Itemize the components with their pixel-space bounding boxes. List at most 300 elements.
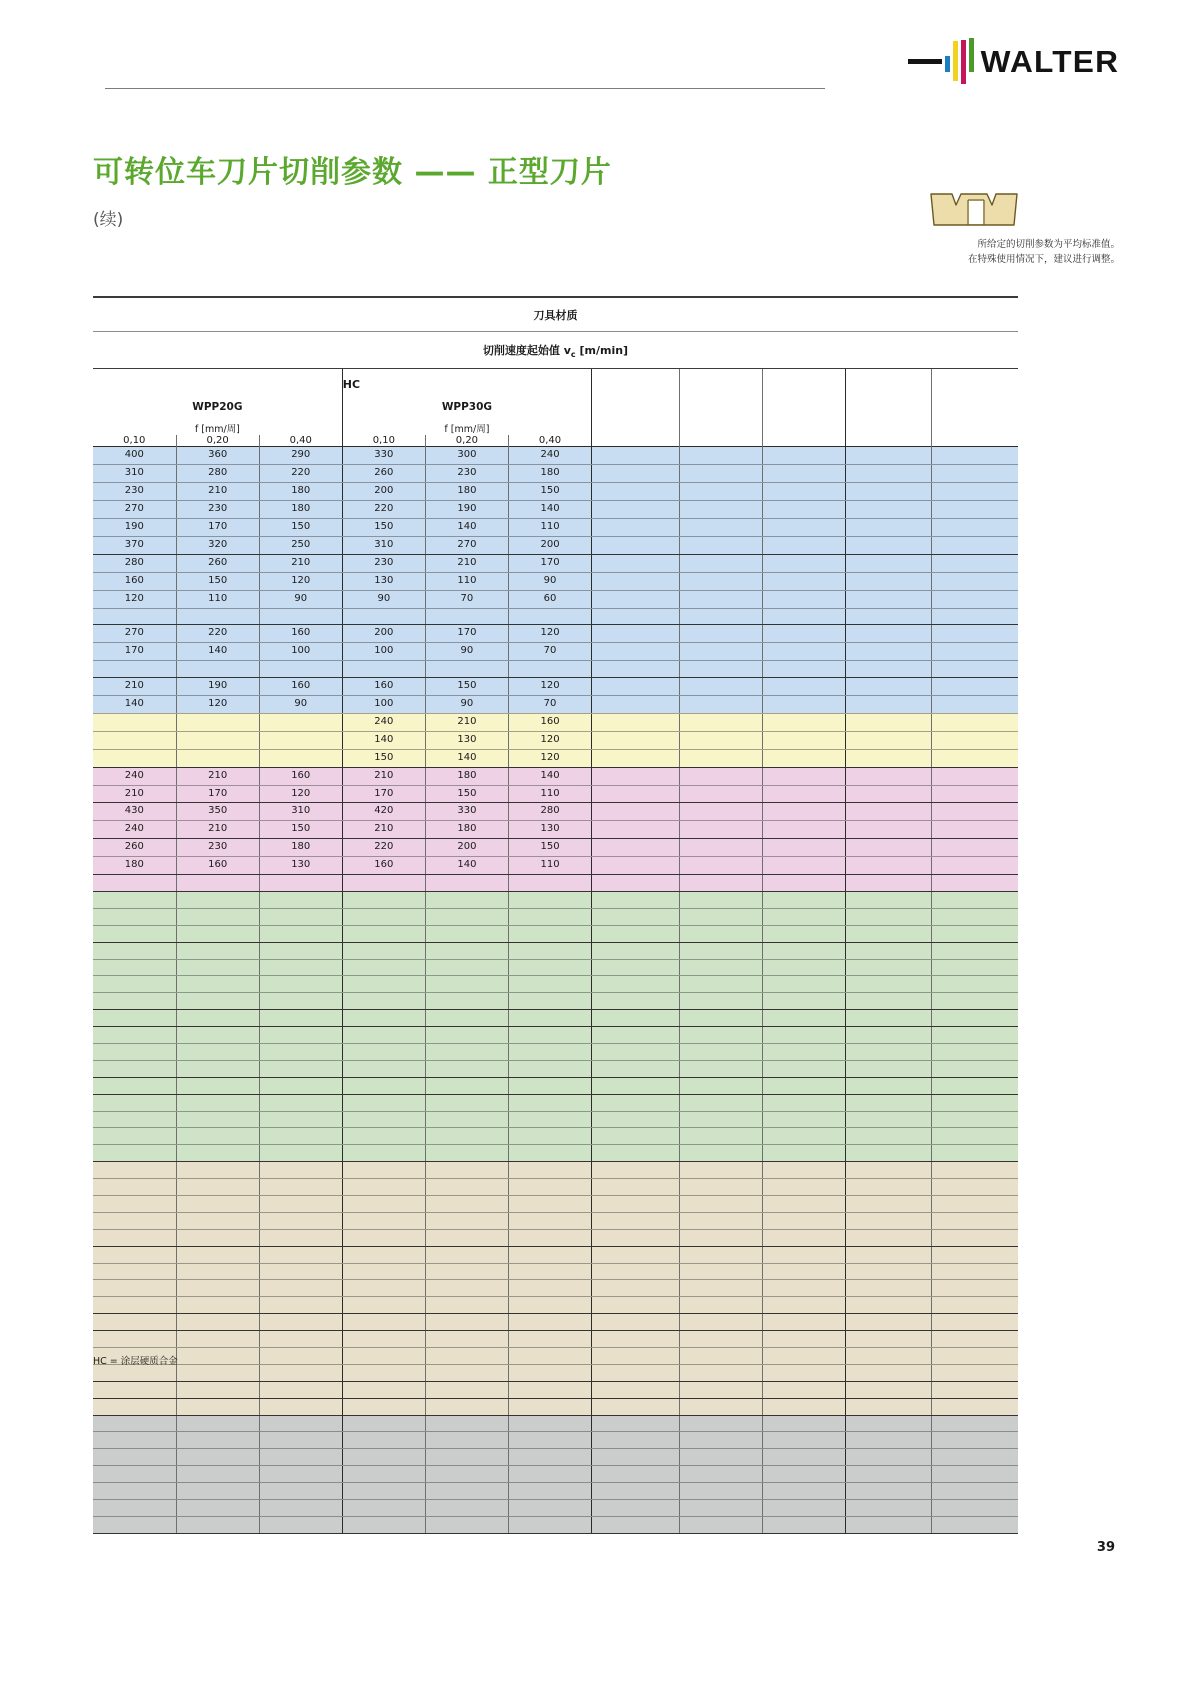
table-cell-empty xyxy=(679,1145,762,1162)
table-cell-value: 160 xyxy=(508,713,591,731)
table-row xyxy=(93,1145,1018,1162)
table-cell-empty xyxy=(425,1212,508,1229)
table-cell-empty xyxy=(592,1398,679,1415)
table-cell-value: 200 xyxy=(425,839,508,857)
table-cell-value: 120 xyxy=(176,696,259,714)
header-spacer xyxy=(508,369,591,391)
table-cell-empty xyxy=(845,501,931,519)
table-cell-value: 240 xyxy=(93,821,176,839)
table-cell-empty xyxy=(342,1381,425,1398)
table-cell-empty xyxy=(679,447,762,465)
table-cell-empty xyxy=(932,625,1018,643)
table-cell-empty xyxy=(342,1077,425,1094)
table-cell-empty xyxy=(508,1111,591,1128)
table-cell-empty xyxy=(762,1449,845,1466)
table-cell-value: 280 xyxy=(93,554,176,572)
table-cell-empty xyxy=(508,1196,591,1213)
table-cell-empty xyxy=(259,1516,342,1533)
table-cell-empty xyxy=(93,891,176,908)
table-cell-empty xyxy=(259,1297,342,1314)
table-cell-empty xyxy=(508,1246,591,1263)
table-cell-value: 120 xyxy=(508,625,591,643)
table-cell-empty xyxy=(259,749,342,767)
table-cell-empty xyxy=(932,1297,1018,1314)
table-cell-empty xyxy=(592,1179,679,1196)
table-cell-value: 90 xyxy=(259,696,342,714)
table-cell-empty xyxy=(679,1500,762,1517)
table-cell-empty xyxy=(425,1044,508,1061)
table-cell-value: 430 xyxy=(93,803,176,821)
table-cell-empty xyxy=(679,1314,762,1331)
notice-text xyxy=(860,238,1120,267)
table-cell-empty xyxy=(932,678,1018,696)
table-cell-empty xyxy=(592,643,679,661)
table-cell-empty xyxy=(762,1212,845,1229)
table-cell-empty xyxy=(176,1196,259,1213)
table-cell-empty xyxy=(762,608,845,625)
table-cell-empty xyxy=(932,1128,1018,1145)
table-cell-empty xyxy=(932,1027,1018,1044)
table-cell-empty xyxy=(932,1145,1018,1162)
table-cell-value: 210 xyxy=(342,821,425,839)
table-cell-empty xyxy=(425,1466,508,1483)
table-cell-empty xyxy=(259,1246,342,1263)
table-cell-empty xyxy=(845,1466,931,1483)
table-cell-empty xyxy=(679,590,762,608)
table-cell-empty xyxy=(932,857,1018,875)
table-cell-empty xyxy=(425,1010,508,1027)
table-cell-value: 350 xyxy=(176,803,259,821)
table-cell-empty xyxy=(259,1229,342,1246)
table-cell-empty xyxy=(342,993,425,1010)
table-cell-empty xyxy=(342,1415,425,1432)
table-cell-empty xyxy=(592,608,679,625)
table-cell-empty xyxy=(508,1432,591,1449)
table-cell-empty xyxy=(762,1128,845,1145)
table-cell-empty xyxy=(93,1128,176,1145)
table-row xyxy=(93,1027,1018,1044)
table-row xyxy=(93,1381,1018,1398)
table-cell-empty xyxy=(592,1212,679,1229)
table-cell-empty xyxy=(679,1060,762,1077)
header-spacer xyxy=(592,413,679,435)
table-cell-empty xyxy=(259,713,342,731)
table-cell-value: 110 xyxy=(176,590,259,608)
table-cell-empty xyxy=(679,1483,762,1500)
table-cell-value: 290 xyxy=(259,447,342,465)
table-cell-empty xyxy=(932,785,1018,803)
table-cell-empty xyxy=(93,925,176,942)
table-cell-empty xyxy=(342,1196,425,1213)
table-cell-empty xyxy=(932,1381,1018,1398)
table-row xyxy=(93,1179,1018,1196)
table-cell-value: 180 xyxy=(425,483,508,501)
table-cell-value: 170 xyxy=(176,785,259,803)
table-cell-value: 240 xyxy=(508,447,591,465)
table-cell-empty xyxy=(932,696,1018,714)
table-cell-empty xyxy=(342,1297,425,1314)
header-spacer xyxy=(845,369,931,391)
table-cell-empty xyxy=(845,483,931,501)
table-cell-empty xyxy=(845,1027,931,1044)
feed-unit-header: f [mm/周] xyxy=(194,424,240,436)
table-cell-empty xyxy=(932,976,1018,993)
table-cell-value: 330 xyxy=(425,803,508,821)
table-cell-empty xyxy=(508,1466,591,1483)
table-cell-empty xyxy=(592,1466,679,1483)
table-cell-value: 120 xyxy=(508,731,591,749)
table-cell-empty xyxy=(762,731,845,749)
table-cell-empty xyxy=(762,1060,845,1077)
table-cell-empty xyxy=(176,925,259,942)
table-cell-empty xyxy=(176,959,259,976)
table-cell-empty xyxy=(845,908,931,925)
table-cell-empty xyxy=(259,1449,342,1466)
table-cell-value: 200 xyxy=(508,536,591,554)
table-cell-empty xyxy=(762,785,845,803)
table-row xyxy=(93,767,1018,785)
table-cell-empty xyxy=(592,891,679,908)
table-cell-value: 210 xyxy=(425,713,508,731)
table-cell-empty xyxy=(845,1483,931,1500)
table-cell-empty xyxy=(508,1094,591,1111)
header-spacer xyxy=(679,435,762,447)
table-cell-empty xyxy=(679,1162,762,1179)
table-row xyxy=(93,839,1018,857)
table-cell-empty xyxy=(932,572,1018,590)
table-cell-empty xyxy=(425,1179,508,1196)
table-row xyxy=(93,1094,1018,1111)
table-cell-empty xyxy=(762,625,845,643)
table-cell-empty xyxy=(259,1212,342,1229)
table-cell-empty xyxy=(932,661,1018,678)
table-cell-empty xyxy=(932,803,1018,821)
table-cell-empty xyxy=(425,1331,508,1348)
table-cell-empty xyxy=(679,803,762,821)
table-cell-empty xyxy=(845,661,931,678)
table-cell-empty xyxy=(93,1415,176,1432)
table-cell-empty xyxy=(259,1077,342,1094)
table-row xyxy=(93,993,1018,1010)
table-cell-empty xyxy=(259,1432,342,1449)
table-cell-empty xyxy=(762,1500,845,1517)
table-cell-empty xyxy=(425,993,508,1010)
table-cell-empty xyxy=(762,1432,845,1449)
feed-value-header: 0,10 xyxy=(123,435,146,447)
table-cell-value: 220 xyxy=(176,625,259,643)
table-cell-empty xyxy=(932,1010,1018,1027)
cutting-speed-header xyxy=(93,332,1018,368)
table-cell-empty xyxy=(932,767,1018,785)
table-cell-empty xyxy=(762,1314,845,1331)
table-cell-empty xyxy=(679,1280,762,1297)
table-cell-empty xyxy=(342,1263,425,1280)
table-cell-empty xyxy=(762,976,845,993)
logo-bar-green xyxy=(969,38,974,72)
table-cell-value: 190 xyxy=(176,678,259,696)
table-cell-value: 260 xyxy=(93,839,176,857)
table-cell-value: 260 xyxy=(342,465,425,483)
table-cell-value: 190 xyxy=(425,501,508,519)
table-row xyxy=(93,1280,1018,1297)
table-cell-empty xyxy=(342,1010,425,1027)
cutting-data-table xyxy=(93,296,1018,1534)
table-cell-value: 180 xyxy=(93,857,176,875)
table-cell-empty xyxy=(845,1364,931,1381)
table-cell-empty xyxy=(679,1415,762,1432)
table-row xyxy=(93,536,1018,554)
table-cell-empty xyxy=(508,1280,591,1297)
table-cell-empty xyxy=(592,661,679,678)
table-cell-value: 230 xyxy=(176,501,259,519)
table-cell-empty xyxy=(508,1483,591,1500)
table-cell-empty xyxy=(425,976,508,993)
table-cell-value: 70 xyxy=(508,696,591,714)
table-cell-empty xyxy=(342,1212,425,1229)
table-cell-empty xyxy=(592,749,679,767)
table-cell-empty xyxy=(592,713,679,731)
table-cell-empty xyxy=(932,590,1018,608)
table-cell-value: 360 xyxy=(176,447,259,465)
feed-unit-header: f [mm/周] xyxy=(342,413,591,435)
table-cell-value: 210 xyxy=(259,554,342,572)
table-cell-empty xyxy=(508,1314,591,1331)
logo-bar-magenta xyxy=(961,40,966,84)
table-cell-empty xyxy=(508,1044,591,1061)
table-cell-empty xyxy=(592,572,679,590)
table-cell-value: 120 xyxy=(93,590,176,608)
table-cell-value: 260 xyxy=(176,554,259,572)
table-cell-empty xyxy=(425,1398,508,1415)
table-cell-value: 140 xyxy=(425,749,508,767)
table-cell-empty xyxy=(762,1364,845,1381)
table-cell-empty xyxy=(932,1280,1018,1297)
table-cell-empty xyxy=(259,1500,342,1517)
table-cell-empty xyxy=(508,1516,591,1533)
table-cell-empty xyxy=(845,821,931,839)
table-cell-empty xyxy=(176,1466,259,1483)
table-cell-empty xyxy=(762,465,845,483)
table-cell-empty xyxy=(425,1314,508,1331)
table-cell-empty xyxy=(93,1432,176,1449)
table-cell-empty xyxy=(762,749,845,767)
table-cell-empty xyxy=(93,1381,176,1398)
table-cell-empty xyxy=(845,1331,931,1348)
table-row xyxy=(93,713,1018,731)
table-cell-empty xyxy=(176,749,259,767)
table-cell-empty xyxy=(425,1128,508,1145)
table-cell-empty xyxy=(762,1044,845,1061)
table-cell-empty xyxy=(679,661,762,678)
table-cell-empty xyxy=(592,1229,679,1246)
table-cell-empty xyxy=(679,1466,762,1483)
table-cell-empty xyxy=(425,1516,508,1533)
table-cell-empty xyxy=(176,1128,259,1145)
header-spacer xyxy=(932,369,1018,391)
table-cell-empty xyxy=(425,1162,508,1179)
table-cell-empty xyxy=(259,942,342,959)
table-cell-empty xyxy=(592,1027,679,1044)
table-cell-empty xyxy=(93,1516,176,1533)
table-cell-empty xyxy=(762,1179,845,1196)
feed-value-header: 0,20 xyxy=(425,435,508,447)
table-cell-empty xyxy=(762,908,845,925)
table-cell-empty xyxy=(762,536,845,554)
table-cell-empty xyxy=(176,1314,259,1331)
table-cell-value: 90 xyxy=(342,590,425,608)
table-row xyxy=(93,785,1018,803)
table-cell-empty xyxy=(508,891,591,908)
table-cell-empty xyxy=(93,1449,176,1466)
table-cell-empty xyxy=(508,942,591,959)
table-cell-empty xyxy=(762,1466,845,1483)
table-cell-empty xyxy=(259,976,342,993)
table-cell-empty xyxy=(762,1246,845,1263)
table-cell-empty xyxy=(259,1128,342,1145)
table-cell-empty xyxy=(845,803,931,821)
table-cell-empty xyxy=(932,1060,1018,1077)
table-cell-empty xyxy=(845,1179,931,1196)
table-cell-empty xyxy=(845,942,931,959)
table-cell-value: 220 xyxy=(342,839,425,857)
table-cell-value: 270 xyxy=(425,536,508,554)
table-cell-empty xyxy=(342,661,425,678)
table-cell-value: 130 xyxy=(508,821,591,839)
table-cell-empty xyxy=(932,1077,1018,1094)
table-cell-empty xyxy=(176,1212,259,1229)
table-cell-value: 180 xyxy=(259,501,342,519)
table-cell-empty xyxy=(342,1145,425,1162)
table-row xyxy=(93,465,1018,483)
table-cell-empty xyxy=(508,1364,591,1381)
table-cell-empty xyxy=(425,1381,508,1398)
table-cell-empty xyxy=(845,1314,931,1331)
table-row xyxy=(93,1060,1018,1077)
table-cell-empty xyxy=(762,839,845,857)
table-cell-empty xyxy=(762,1145,845,1162)
feed-value-header: 0,40 xyxy=(259,435,342,447)
table-cell-empty xyxy=(342,942,425,959)
logo-bar-blue xyxy=(945,56,950,72)
table-cell-empty xyxy=(592,625,679,643)
table-cell-empty xyxy=(93,976,176,993)
table-row xyxy=(93,803,1018,821)
header-spacer xyxy=(845,391,931,413)
table-cell-empty xyxy=(342,1398,425,1415)
table-cell-empty xyxy=(679,465,762,483)
table-cell-empty xyxy=(592,803,679,821)
table-cell-empty xyxy=(679,749,762,767)
table-cell-value: 400 xyxy=(93,447,176,465)
table-cell-empty xyxy=(679,1094,762,1111)
table-cell-empty xyxy=(508,1060,591,1077)
table-cell-empty xyxy=(932,1516,1018,1533)
table-cell-empty xyxy=(342,1449,425,1466)
table-cell-empty xyxy=(679,643,762,661)
table-row xyxy=(93,731,1018,749)
table-cell-empty xyxy=(425,1449,508,1466)
data-grid xyxy=(93,369,1018,1533)
notice-line-1: 所给定的切削参数为平均标准值。 xyxy=(977,239,1120,250)
table-row xyxy=(93,1364,1018,1381)
table-cell-value: 140 xyxy=(93,696,176,714)
table-cell-empty xyxy=(932,959,1018,976)
walter-logo xyxy=(908,38,1118,84)
table-cell-empty xyxy=(592,731,679,749)
table-cell-empty xyxy=(93,1263,176,1280)
table-row xyxy=(93,1044,1018,1061)
table-cell-empty xyxy=(93,908,176,925)
table-cell-empty xyxy=(679,608,762,625)
table-cell-empty xyxy=(679,1010,762,1027)
table-cell-empty xyxy=(679,1111,762,1128)
table-cell-empty xyxy=(592,1500,679,1517)
table-cell-empty xyxy=(592,1145,679,1162)
table-cell-empty xyxy=(845,590,931,608)
table-cell-empty xyxy=(762,643,845,661)
table-cell-empty xyxy=(932,993,1018,1010)
table-cell-empty xyxy=(932,1179,1018,1196)
table-cell-empty xyxy=(679,1263,762,1280)
table-cell-empty xyxy=(259,1381,342,1398)
table-cell-value: 210 xyxy=(176,767,259,785)
table-cell-empty xyxy=(845,993,931,1010)
table-cell-empty xyxy=(679,767,762,785)
table-cell-empty xyxy=(342,1348,425,1365)
table-cell-empty xyxy=(762,1027,845,1044)
table-cell-value: 320 xyxy=(176,536,259,554)
footnote-hc: HC = 涂层硬质合金 xyxy=(93,1356,178,1367)
table-cell-value: 200 xyxy=(342,625,425,643)
table-cell-empty xyxy=(508,1331,591,1348)
table-cell-empty xyxy=(259,1280,342,1297)
table-cell-value: 180 xyxy=(508,465,591,483)
table-cell-empty xyxy=(932,908,1018,925)
table-cell-empty xyxy=(845,1229,931,1246)
table-cell-empty xyxy=(176,1415,259,1432)
table-cell-empty xyxy=(93,661,176,678)
table-cell-empty xyxy=(508,1145,591,1162)
cutting-speed-unit: [m/min] xyxy=(575,343,629,357)
table-cell-empty xyxy=(679,1128,762,1145)
table-cell-empty xyxy=(845,1381,931,1398)
table-row xyxy=(93,696,1018,714)
table-cell-empty xyxy=(259,891,342,908)
table-cell-empty xyxy=(845,1432,931,1449)
table-cell-value: 170 xyxy=(176,519,259,537)
table-cell-empty xyxy=(176,608,259,625)
table-cell-empty xyxy=(932,1364,1018,1381)
table-cell-empty xyxy=(762,1111,845,1128)
table-row xyxy=(93,959,1018,976)
table-cell-empty xyxy=(176,1179,259,1196)
table-cell-empty xyxy=(176,993,259,1010)
table-cell-empty xyxy=(508,608,591,625)
table-cell-empty xyxy=(342,1060,425,1077)
table-cell-empty xyxy=(762,925,845,942)
table-row xyxy=(93,661,1018,678)
table-row xyxy=(93,1415,1018,1432)
table-cell-empty xyxy=(259,1314,342,1331)
table-cell-empty xyxy=(592,1044,679,1061)
table-row xyxy=(93,891,1018,908)
grade-header-wpp30g: WPP30G xyxy=(342,391,591,413)
table-cell-empty xyxy=(176,1044,259,1061)
table-row xyxy=(93,908,1018,925)
table-cell-empty xyxy=(762,1381,845,1398)
table-cell-empty xyxy=(592,1162,679,1179)
table-cell-empty xyxy=(592,1060,679,1077)
